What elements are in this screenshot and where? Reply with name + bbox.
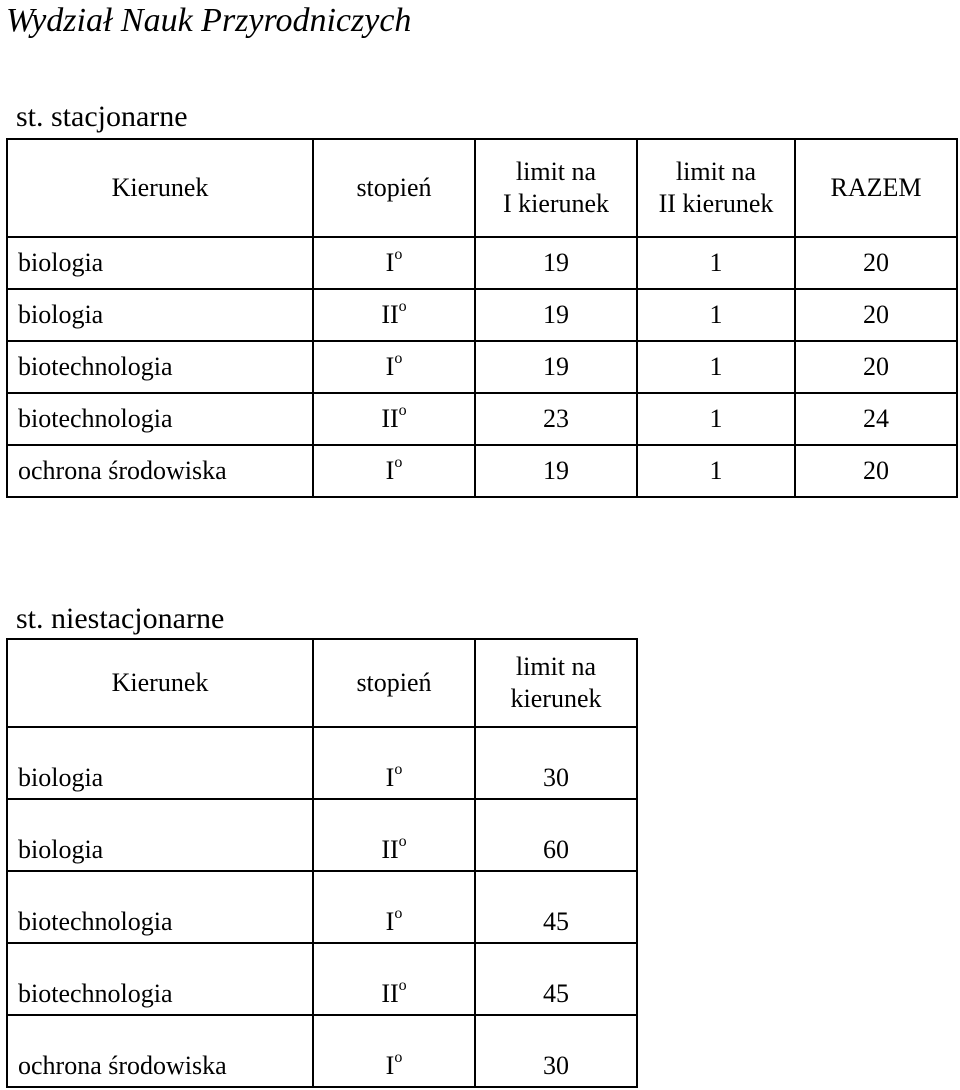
cell-kierunek: biologia [7, 727, 313, 799]
section-heading-niestacjonarne: st. niestacjonarne [16, 602, 225, 635]
degree-value: I [385, 456, 395, 485]
cell-stopien [313, 943, 475, 1015]
degree-value: II [381, 404, 399, 433]
cell-kierunek: biologia [7, 799, 313, 871]
cell-stopien [313, 341, 475, 393]
degree-value: I [385, 907, 395, 936]
degree-value: II [381, 835, 399, 864]
degree-suffix: o [394, 350, 403, 368]
cell-limit-1: 23 [475, 393, 637, 445]
table-row [7, 799, 637, 871]
cell-limit-2: 1 [637, 393, 795, 445]
table-header-row [7, 139, 957, 237]
cell-stopien [313, 289, 475, 341]
cell-kierunek: biotechnologia [7, 871, 313, 943]
table-row [7, 341, 957, 393]
header-limit-line2: kierunek [510, 684, 602, 713]
table-row [7, 393, 957, 445]
cell-kierunek: biologia [7, 237, 313, 289]
cell-stopien [313, 871, 475, 943]
table-row [7, 1015, 637, 1087]
header-kierunek: Kierunek [7, 639, 313, 727]
cell-limit-1: 19 [475, 289, 637, 341]
degree-suffix: o [398, 833, 407, 851]
degree-value: I [385, 352, 395, 381]
cell-stopien [313, 799, 475, 871]
degree-suffix: o [398, 402, 407, 420]
cell-limit-1: 19 [475, 341, 637, 393]
cell-kierunek: biologia [7, 289, 313, 341]
degree-suffix: o [394, 1049, 403, 1067]
table-stacjonarne [6, 138, 958, 498]
page-title: Wydział Nauk Przyrodniczych [6, 2, 412, 39]
cell-limit: 45 [475, 943, 637, 1015]
degree-value: I [385, 763, 395, 792]
header-limit-line1: limit na [515, 652, 597, 681]
cell-razem: 24 [795, 393, 957, 445]
cell-limit-1: 19 [475, 237, 637, 289]
cell-stopien [313, 393, 475, 445]
table-niestacjonarne [6, 638, 638, 1088]
header-limit [475, 639, 637, 727]
cell-limit: 60 [475, 799, 637, 871]
cell-limit-1: 19 [475, 445, 637, 497]
header-limit-2-line2: II kierunek [658, 189, 774, 218]
cell-razem: 20 [795, 289, 957, 341]
cell-limit-2: 1 [637, 237, 795, 289]
cell-limit: 30 [475, 1015, 637, 1087]
cell-limit: 45 [475, 871, 637, 943]
degree-suffix: o [398, 977, 407, 995]
header-kierunek: Kierunek [7, 139, 313, 237]
degree-suffix: o [394, 246, 403, 264]
degree-value: II [381, 979, 399, 1008]
cell-kierunek: biotechnologia [7, 943, 313, 1015]
cell-limit-2: 1 [637, 289, 795, 341]
header-razem: RAZEM [795, 139, 957, 237]
cell-kierunek: biotechnologia [7, 341, 313, 393]
table-row [7, 943, 637, 1015]
cell-limit-2: 1 [637, 445, 795, 497]
header-stopien: stopień [313, 139, 475, 237]
header-limit-1-line1: limit na [515, 157, 597, 186]
table-row [7, 237, 957, 289]
cell-razem: 20 [795, 341, 957, 393]
header-limit-2-line1: limit na [675, 157, 757, 186]
degree-suffix: o [394, 905, 403, 923]
degree-value: I [385, 1051, 395, 1080]
cell-stopien [313, 1015, 475, 1087]
degree-suffix: o [398, 298, 407, 316]
cell-razem: 20 [795, 445, 957, 497]
degree-value: II [381, 300, 399, 329]
section-heading-stacjonarne: st. stacjonarne [16, 100, 188, 133]
table-row [7, 871, 637, 943]
table-row [7, 289, 957, 341]
header-stopien: stopień [313, 639, 475, 727]
cell-stopien [313, 445, 475, 497]
cell-limit: 30 [475, 727, 637, 799]
table-row [7, 445, 957, 497]
header-limit-2 [637, 139, 795, 237]
table-row [7, 727, 637, 799]
cell-limit-2: 1 [637, 341, 795, 393]
cell-stopien [313, 727, 475, 799]
cell-kierunek: biotechnologia [7, 393, 313, 445]
cell-razem: 20 [795, 237, 957, 289]
cell-kierunek: ochrona środowiska [7, 1015, 313, 1087]
degree-suffix: o [394, 761, 403, 779]
degree-suffix: o [394, 454, 403, 472]
table-header-row [7, 639, 637, 727]
cell-stopien [313, 237, 475, 289]
degree-value: I [385, 248, 395, 277]
header-limit-1 [475, 139, 637, 237]
header-limit-1-line2: I kierunek [502, 189, 610, 218]
cell-kierunek: ochrona środowiska [7, 445, 313, 497]
